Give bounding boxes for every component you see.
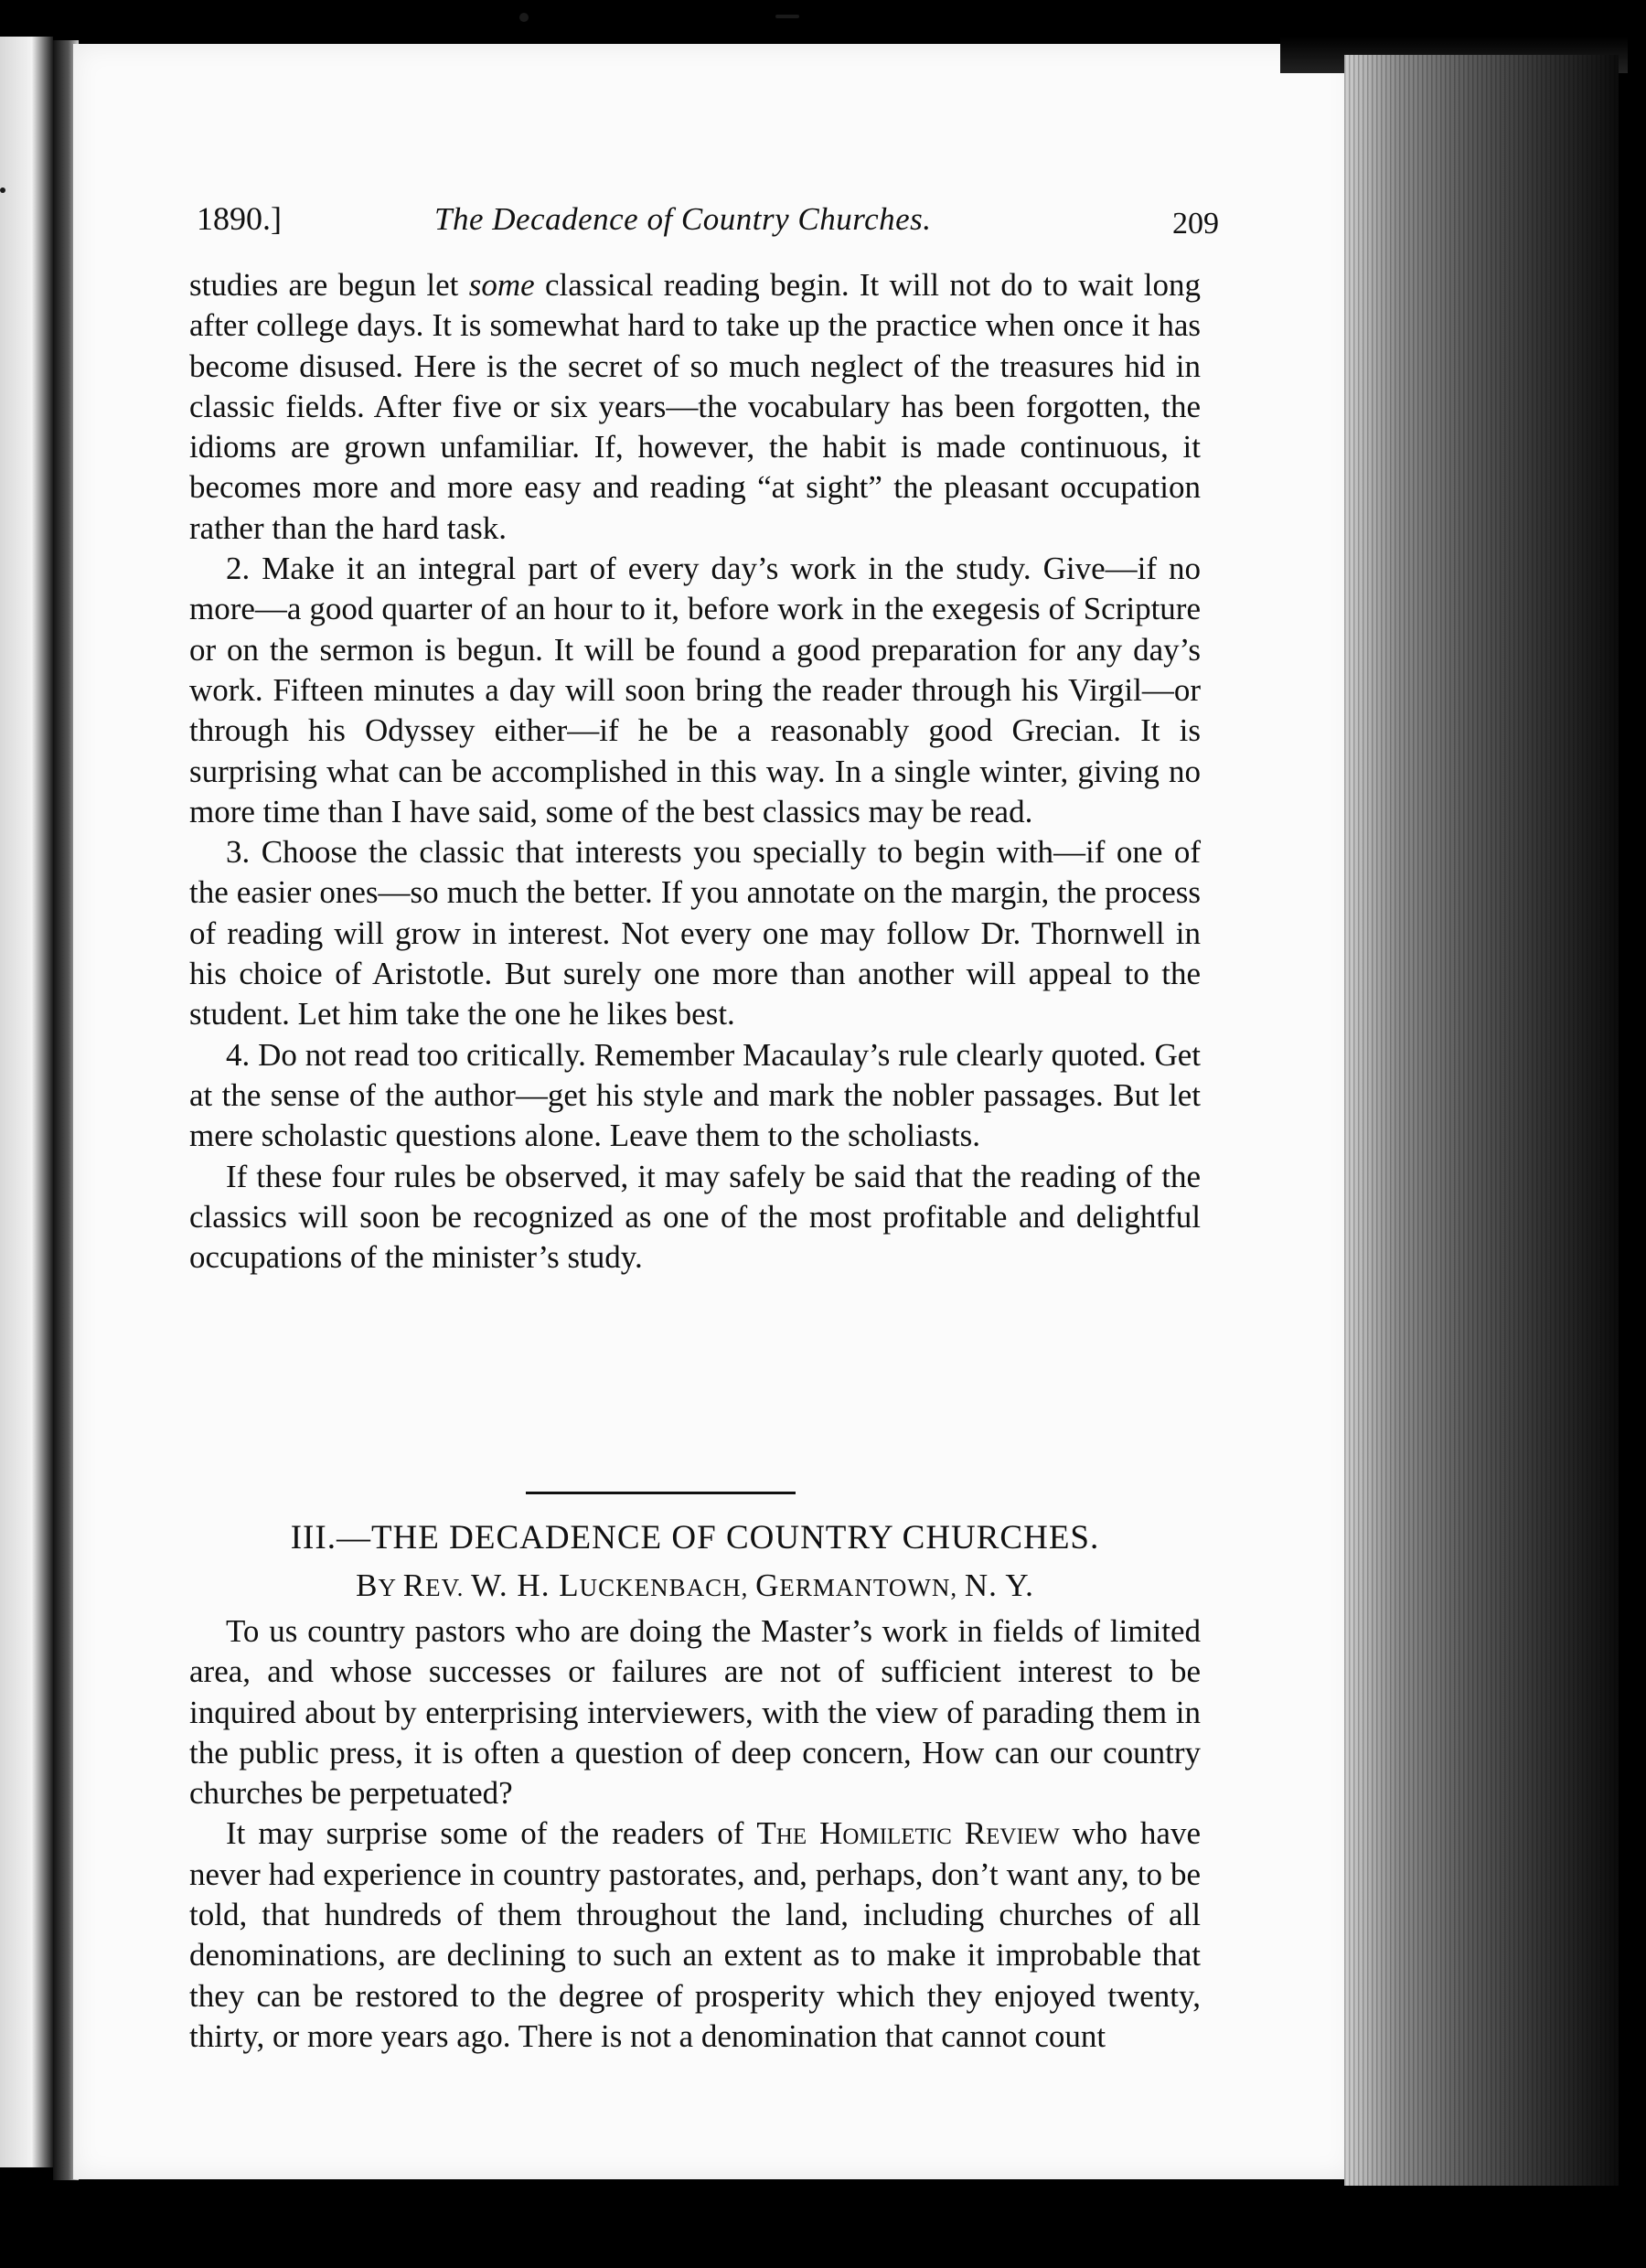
scan-speck <box>519 13 529 22</box>
running-head-year: 1890.] <box>197 200 282 237</box>
paragraph-1 <box>189 265 1201 549</box>
emphasis-some: some <box>468 267 535 303</box>
article-paragraph-2-text-b: who have never had experience in country pastorates, and, perhaps, don’t want any, to be told, that hundreds of them throughout the land, including churches of all denominations, are declining to such an extent as to make it improbable that they can be restored to the degree of prosperity which they enjoyed twenty, thirty, or more years ago. There is not a denomination that cannot count <box>189 1815 1202 2054</box>
running-head-title: The Decadence of Country Churches. <box>434 201 932 237</box>
byline-part: Y <box>378 1574 403 1601</box>
byline-part: EV. <box>425 1574 472 1601</box>
scan-speck <box>775 15 799 18</box>
rule-2-paragraph: 2. Make it an integral part of every day’s work in the study. Give—if no more—a good quarter of an hour to it, before work in the exegesis of Scripture or on the sermon is begun. It will be found a good preparation for any day’s work. Fifteen minutes a day will soon bring the reader through his Virgil—or through his Odyssey either—if he be a reasonably good Grecian. It is surprising what can be accomplished in this way. In a single winter, giving no more time than I have said, some of the best classics may be read. <box>189 551 1201 829</box>
body-text-continued <box>189 265 1201 1278</box>
rule-3-paragraph: 3. Choose the classic that interests you specially to begin with—if one of the easier ones—so much the better. If you annotate on the margin, the process of reading will grow in interest. Not every one may follow Dr. Thornwell in his choice of Aristotle. But surely one more than another will appeal to the student. Let him take the one he likes best. <box>189 834 1201 1032</box>
article-paragraph-2-text-a: It may surprise some of the readers of <box>226 1815 757 1852</box>
facing-page-edge <box>0 37 53 2167</box>
paragraph-1-text-b: classical reading begin. It will not do to wait long after college days. It is somewhat hard to take up the practice when once it has become disused. Here is the secret of so much neglect of the treasures hid in classic fields. After five or six years—the vocabulary has been forgotten, the idioms are grown unfamiliar. If, however, the habit is made continuous, it becomes more and more easy and reading “at sight” the pleasant occupation rather than the hard task. <box>189 267 1201 546</box>
article-paragraph-2 <box>189 1813 1201 2057</box>
byline-part: UCKENBACH, <box>579 1574 756 1601</box>
article-body <box>189 1611 1201 2057</box>
article-byline <box>189 1567 1201 1604</box>
byline-part: R <box>402 1567 426 1603</box>
journal-name: The Homiletic Review <box>756 1815 1060 1852</box>
running-head <box>197 199 1219 254</box>
byline-part: B <box>356 1567 379 1603</box>
rule-4-paragraph: 4. Do not read too critically. Remember Macaulay’s rule clearly quoted. Get at the sense of the author—get his style and mark the nobler passages. But let mere scholastic questions alone. Leave them to the scholiasts. <box>189 1036 1201 1154</box>
page-number: 209 <box>1172 207 1219 241</box>
byline-part: ERMANTOWN, <box>779 1574 965 1601</box>
article-heading: III.—THE DECADENCE OF COUNTRY CHURCHES. <box>290 1519 1100 1557</box>
book-page-edges <box>1344 55 1619 2186</box>
article-paragraph-1: To us country pastors who are doing the Master’s work in fields of limited area, and whose successes or failures are not of sufficient interest to be inquired about by enterprising interviewers, with the view of parading them in the public press, it is often a question of deep concern, How can our country churches be perpetuated? <box>189 1613 1201 1812</box>
byline-part: W. H. L <box>471 1567 580 1603</box>
scan-speck <box>0 187 5 193</box>
byline-part: N. Y. <box>964 1567 1034 1603</box>
paragraph-1-text-a: studies are begun let <box>189 267 469 303</box>
section-divider-rule <box>526 1492 796 1494</box>
conclusion-paragraph: If these four rules be observed, it may safely be said that the reading of the classics will soon be recognized as one of the most profitable and delightful occupations of the minister’s study. <box>189 1158 1201 1276</box>
byline-part: G <box>755 1567 780 1603</box>
